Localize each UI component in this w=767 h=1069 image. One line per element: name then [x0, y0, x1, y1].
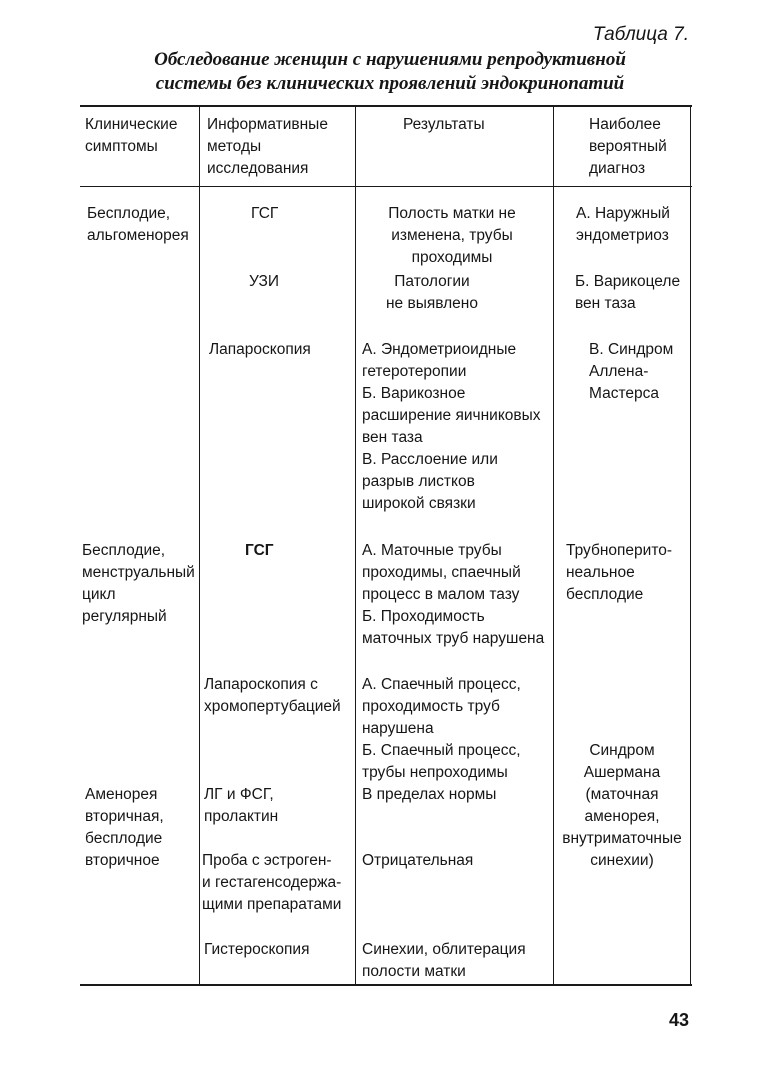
column-divider-2	[355, 106, 356, 984]
r3-symptom: Аменорея вторичная, бесплодие вторичное	[85, 786, 164, 869]
r3-method-hysteroscopy: Гистероскопия	[204, 941, 310, 958]
r1-method-hsg: ГСГ	[251, 205, 279, 222]
r2-symptom: Бесплодие, менструальный цикл регулярный	[82, 542, 195, 625]
table-header-rule	[80, 186, 692, 187]
r3-result-lh-fsh: В пределах нормы	[362, 786, 497, 803]
r1-diagnosis-a: А. Наружный эндометриоз	[576, 205, 670, 244]
r1-result-usg: Патологии не выявлено	[386, 273, 478, 312]
column-divider-3	[553, 106, 554, 984]
table-caption: Таблица 7.	[592, 24, 689, 45]
r2-method-laparoscopy: Лапароскопия с хромопертубацией	[204, 676, 341, 715]
column-divider-4	[690, 106, 691, 984]
r3-method-hormone-test: Проба с эстроген- и гестагенсодержа- щими препаратами	[202, 852, 342, 913]
page-number: 43	[668, 1010, 689, 1030]
r1-method-laparoscopy: Лапароскопия	[209, 341, 311, 358]
r3-result-hormone-test: Отрицательная	[362, 852, 474, 869]
r1-method-usg: УЗИ	[249, 273, 280, 290]
title-line-2: системы без клинических проявлений эндокринопатий	[155, 73, 625, 94]
r1-diagnosis-b: Б. Варикоцеле вен таза	[575, 273, 681, 312]
r1-symptom: Бесплодие, альгоменорея	[87, 205, 189, 244]
r1-result-hsg: Полость матки не изменена, трубы проходимы	[388, 205, 516, 266]
r3-diagnosis: Синдром Ашермана (маточная аменорея, внутриматочные синехии)	[562, 742, 682, 869]
table-title	[60, 48, 720, 96]
r3-method-lh-fsh: ЛГ и ФСГ, пролактин	[204, 786, 279, 825]
column-divider-1	[199, 106, 200, 984]
title-line-1: Обследование женщин с нарушениями репродуктивной	[154, 49, 626, 70]
r1-diagnosis-c: В. Синдром Аллена- Мастерса	[589, 341, 674, 402]
r3-result-hysteroscopy: Синехии, облитерация полости матки	[362, 941, 526, 980]
header-methods: Информативные методы исследования	[207, 116, 328, 177]
header-results: Результаты	[403, 116, 485, 133]
header-diagnosis: Наиболее вероятный диагноз	[589, 116, 667, 177]
r2-result-laparoscopy: А. Спаечный процесс, проходимость труб нарушена Б. Спаечный процесс, трубы непроходимы	[362, 676, 521, 781]
r2-diagnosis: Трубноперито- неальное бесплодие	[566, 542, 673, 603]
r2-method-hsg: ГСГ	[245, 542, 274, 559]
header-symptoms: Клинические симптомы	[85, 116, 178, 155]
table-bottom-rule	[80, 984, 692, 986]
r1-result-laparoscopy: А. Эндометриоидные гетеротеропии Б. Варикозное расширение яичниковых вен таза В. Расслоение или разрыв листков широкой связки	[362, 341, 541, 512]
table-top-rule	[80, 105, 692, 107]
r2-result-hsg: А. Маточные трубы проходимы, спаечный процесс в малом тазу Б. Проходимость маточных труб нарушена	[362, 542, 545, 647]
